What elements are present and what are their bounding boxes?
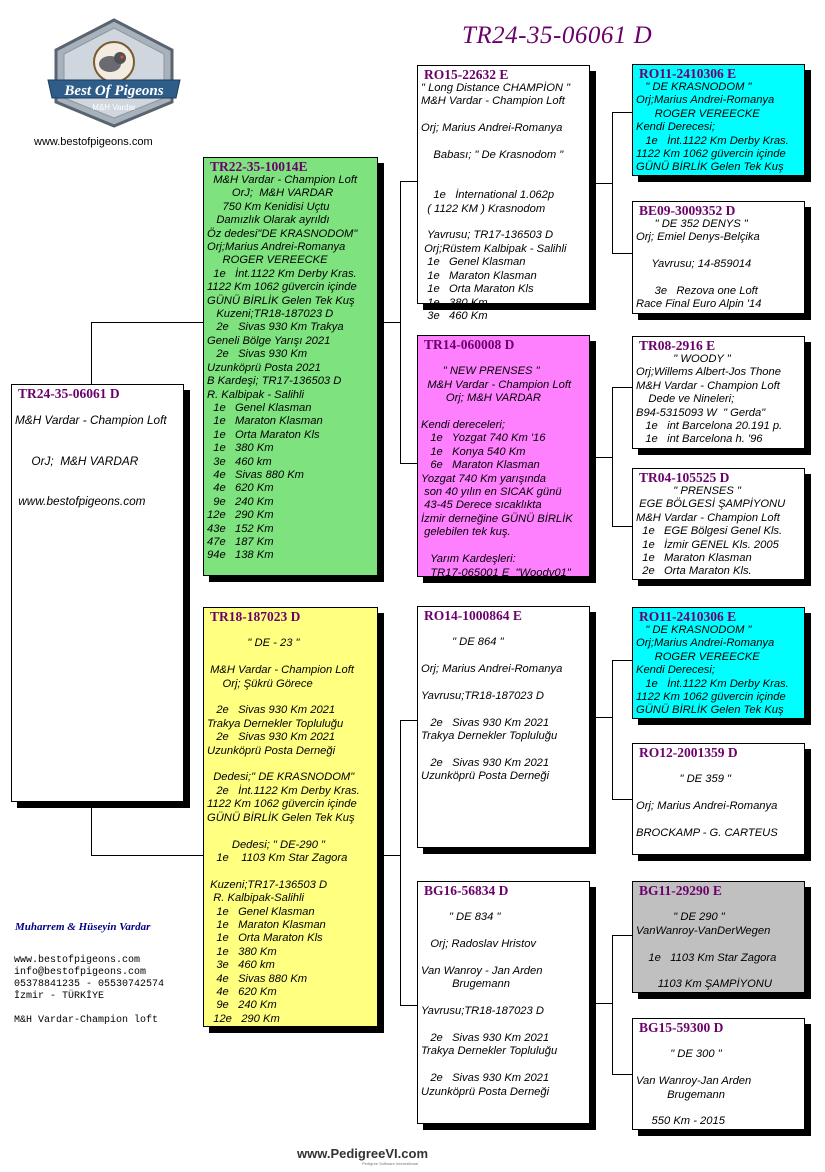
detail-line: Öz dedesi"DE KRASNODOM" bbox=[207, 227, 358, 240]
ddd-card bbox=[632, 1018, 805, 1130]
detail-line: R. Kalbipak-Salihli bbox=[207, 892, 305, 905]
detail-line bbox=[636, 965, 804, 978]
detail-line: 2e Sivas 930 Km Trakya bbox=[207, 321, 344, 334]
detail-line: 1e Yozgat 740 Km '16 bbox=[421, 432, 546, 445]
pedigree-title: TR24-35-06061 D bbox=[462, 22, 653, 49]
detail-line: " DE - 23 " bbox=[207, 637, 300, 650]
detail-line: 2e Sivas 930 Km 2021 bbox=[421, 1032, 550, 1045]
detail-line: M&H Vardar - Champion Loft bbox=[15, 413, 167, 428]
connector-ss-out bbox=[590, 183, 612, 184]
detail-line: 1e Maraton Klasman bbox=[636, 552, 752, 565]
detail-line: 2e Sivas 930 Km bbox=[207, 348, 308, 361]
detail-line: 1e Genel Klasman bbox=[207, 905, 315, 918]
detail-line: " DE 290 " bbox=[636, 911, 725, 924]
detail-line: 1122 Km 1062 güvercin içinde bbox=[207, 281, 357, 294]
detail-line: 750 Km Kenidisi Uçtu bbox=[207, 200, 330, 213]
detail-line: 1e Orta Maraton Kls bbox=[207, 932, 323, 945]
detail-line: 2e Sivas 930 Km 2021 bbox=[421, 1072, 550, 1085]
connector-dd-to-ddd bbox=[612, 1074, 632, 1075]
detail-line bbox=[207, 651, 377, 664]
detail-line: GÜNÜ BİRLİK Gelen Tek Kuş bbox=[636, 704, 784, 717]
detail-line: Yavrusu; TR17-136503 D bbox=[421, 229, 554, 242]
detail-line: Uzunköprü Posta Derneği bbox=[207, 744, 336, 757]
detail-line: 550 Km - 2015 bbox=[636, 1115, 725, 1128]
detail-line: M&H Vardar - Champion Loft bbox=[207, 664, 354, 677]
detail-line: 1e Orta Maraton Kls bbox=[207, 428, 320, 441]
detail-line: " DE 352 DENYS " bbox=[636, 218, 748, 230]
detail-line: " PRENSES " bbox=[636, 485, 741, 497]
detail-line: Damızlık Olarak ayrıldı bbox=[207, 214, 330, 227]
detail-line bbox=[636, 245, 804, 258]
detail-line: Orj;Willems Albert-Jos Thone bbox=[636, 366, 781, 379]
detail-line: 1e EGE Bölgesi Genel Kls. bbox=[636, 525, 783, 538]
detail-line: 3e Rezova one Loft bbox=[636, 285, 758, 298]
detail-line: Babası; " De Krasnodom " bbox=[421, 149, 564, 162]
sdd-card bbox=[632, 468, 805, 580]
sire-ring: TR22-35-10014E bbox=[210, 159, 308, 174]
detail-line bbox=[421, 1059, 589, 1072]
dam-details bbox=[204, 624, 377, 1026]
detail-line bbox=[636, 787, 804, 800]
detail-line: ROGER VEREECKE bbox=[207, 254, 328, 267]
detail-line: 1122 Km 1062 güvercin içinde bbox=[636, 148, 786, 161]
detail-line: 1e Maraton Klasman bbox=[207, 918, 326, 931]
detail-line: Orj; Radoslav Hristov bbox=[421, 938, 537, 951]
detail-line: Uzunköprü Posta Derneği bbox=[421, 1085, 550, 1098]
sire-sire-details bbox=[418, 82, 589, 323]
ddd-details bbox=[633, 1035, 804, 1129]
detail-line: 2e İnt.1122 Km Derby Kras. bbox=[207, 784, 360, 797]
detail-line: M&H Vardar - Champion Loft bbox=[207, 174, 358, 186]
detail-line: " WOODY " bbox=[636, 353, 731, 365]
detail-line: 1e 1103 Km Star Zagora bbox=[207, 851, 348, 864]
sss-details bbox=[633, 81, 804, 175]
detail-line: M&H Vardar - Champion Loft bbox=[421, 378, 572, 391]
detail-line: M&H Vardar - Champion Loft bbox=[636, 379, 780, 392]
detail-line: www.bestofpigeons.com bbox=[14, 955, 141, 966]
owner-contact bbox=[14, 955, 164, 1027]
owner-name: Muharrem & Hüseyin Vardar bbox=[15, 921, 151, 933]
sire-details bbox=[204, 174, 377, 563]
detail-line: OrJ; M&H VARDAR bbox=[15, 453, 139, 468]
detail-line bbox=[421, 540, 589, 553]
detail-line: EGE BÖLGESİ ŞAMPİYONU bbox=[636, 498, 786, 511]
detail-line: Orj; M&H VARDAR bbox=[421, 392, 541, 405]
detail-line: " DE KRASNODOM " bbox=[636, 624, 752, 636]
detail-line: " NEW PRENSES " bbox=[421, 365, 540, 378]
detail-line: OrJ; M&H VARDAR bbox=[207, 187, 334, 200]
detail-line: Uzunköprü Posta Derneği bbox=[421, 770, 550, 783]
detail-line: 1e 380 Km bbox=[207, 442, 274, 455]
subject-details bbox=[12, 401, 183, 508]
connector-sire-to-sd bbox=[400, 463, 417, 464]
sss-card bbox=[632, 64, 805, 176]
detail-line: Orj;Marius Andrei-Romanya bbox=[636, 94, 775, 107]
detail-line: 9e 240 Km bbox=[207, 999, 277, 1012]
detail-line: 47e 187 Km bbox=[207, 535, 274, 548]
connector-dam-to-dd bbox=[400, 1005, 417, 1006]
detail-line bbox=[207, 624, 377, 637]
detail-line: M&H Vardar-Champion loft bbox=[14, 1015, 159, 1026]
detail-line: son 40 yılın en SICAK günü bbox=[421, 486, 562, 499]
dss-details bbox=[633, 624, 804, 718]
detail-line: Van Wanroy-Jan Arden bbox=[636, 1075, 752, 1088]
sire-dam-card bbox=[417, 335, 590, 577]
detail-line bbox=[421, 952, 589, 965]
detail-line: Van Wanroy - Jan Arden bbox=[421, 965, 543, 978]
sds-card bbox=[632, 336, 805, 449]
detail-line: Kuzeni;TR18-187023 D bbox=[207, 308, 334, 321]
detail-line: 4e Sivas 880 Km bbox=[207, 972, 308, 985]
detail-line: Yavrusu;TR18-187023 D bbox=[421, 1005, 544, 1018]
logo-subtitle-text: M&H Vardar bbox=[92, 103, 136, 112]
dds-ring: BG11-29290 E bbox=[639, 883, 722, 898]
detail-line bbox=[15, 428, 183, 441]
detail-line bbox=[421, 216, 589, 229]
sss-ring: RO11-2410306 E bbox=[639, 66, 737, 81]
connector-sire-to-ss bbox=[400, 181, 417, 182]
connector-sd-to-sdd bbox=[612, 526, 632, 527]
detail-line: 2e Sivas 930 Km 2021 bbox=[421, 716, 550, 729]
sire-dam-ring: TR14-060008 D bbox=[424, 337, 515, 352]
detail-line: 94e 138 Km bbox=[207, 549, 274, 562]
dam-sire-details bbox=[418, 623, 589, 784]
detail-line: " DE 359 " bbox=[636, 773, 731, 786]
sdd-details bbox=[633, 485, 804, 579]
dsd-card bbox=[632, 743, 805, 855]
detail-line: 43-45 Derece sıcaklıkta bbox=[421, 499, 542, 512]
connector-sd-out bbox=[590, 457, 612, 458]
detail-line: Dede ve Nineleri; bbox=[636, 393, 735, 406]
detail-line: 1e Genel Klasman bbox=[421, 256, 526, 269]
subject-card bbox=[11, 384, 184, 802]
detail-line: 9e 240 Km bbox=[207, 495, 274, 508]
detail-line: Uzunköprü Posta 2021 bbox=[207, 361, 321, 374]
dam-card bbox=[203, 607, 378, 1027]
detail-line bbox=[14, 1003, 164, 1015]
detail-line: 1e 380 Km bbox=[421, 296, 488, 309]
detail-line: 3e 460 km bbox=[207, 959, 275, 972]
detail-line: 1e İnt.1122 Km Derby Kras. bbox=[636, 677, 789, 690]
detail-line bbox=[421, 703, 589, 716]
detail-line: Trakya Dernekler Topluluğu bbox=[421, 1045, 558, 1058]
connector-sd-vertical bbox=[612, 387, 613, 527]
detail-line: gelebilen tek kuş. bbox=[421, 526, 511, 539]
detail-line: Orj; Marius Andrei-Romanya bbox=[421, 663, 563, 676]
connector-ds-to-dss bbox=[612, 660, 632, 661]
detail-line: 1e int Barcelona 20.191 p. bbox=[636, 420, 783, 433]
detail-line: R. Kalbipak - Salihli bbox=[207, 388, 305, 401]
detail-line: 2e Sivas 930 Km 2021 bbox=[207, 704, 336, 717]
detail-line: GÜNÜ BİRLİK Gelen Tek Kuş bbox=[636, 161, 784, 174]
detail-line: M&H Vardar - Champion Loft bbox=[421, 95, 565, 108]
connector-subject-to-dam bbox=[91, 855, 203, 856]
detail-line: ( 1122 KM ) Krasnodom bbox=[421, 202, 546, 215]
detail-line: " DE 834 " bbox=[421, 911, 501, 924]
detail-line: Dedesi; " DE-290 " bbox=[207, 838, 325, 851]
detail-line: VanWanroy-VanDerWegen bbox=[636, 924, 771, 937]
detail-line: 3e 460 Km bbox=[421, 309, 488, 322]
detail-line: Orj;Rüstem Kalbipak - Salihli bbox=[421, 242, 567, 255]
detail-line: Yozgat 740 Km yarışında bbox=[421, 472, 547, 485]
detail-line: " DE KRASNODOM " bbox=[636, 81, 752, 93]
ddd-ring: BG15-59300 D bbox=[639, 1020, 724, 1035]
detail-line: Kendi Derecesi; bbox=[636, 121, 715, 134]
detail-line: Orj; Marius Andrei-Romanya bbox=[421, 122, 563, 135]
detail-line: Orj;Marius Andrei-Romanya bbox=[207, 241, 346, 254]
detail-line: Trakya Dernekler Topluluğu bbox=[207, 717, 344, 730]
detail-line bbox=[421, 898, 589, 911]
dam-sire-card bbox=[417, 606, 590, 848]
dss-card bbox=[632, 607, 805, 719]
dam-dam-ring: BG16-56834 D bbox=[424, 883, 509, 898]
detail-line: 1e İnt.1122 Km Derby Kras. bbox=[636, 134, 789, 147]
dam-dam-details bbox=[418, 898, 589, 1099]
connector-sire-out bbox=[378, 322, 400, 323]
detail-line bbox=[207, 825, 377, 838]
detail-line: B94-5315093 W " Gerda" bbox=[636, 406, 766, 419]
ssd-card bbox=[632, 201, 805, 314]
detail-line bbox=[421, 623, 589, 636]
detail-line: 1e Orta Maraton Kls bbox=[421, 283, 534, 296]
connector-subject-to-sire bbox=[91, 322, 203, 323]
detail-line: Yavrusu; 14-859014 bbox=[636, 258, 752, 271]
detail-line bbox=[421, 677, 589, 690]
detail-line bbox=[15, 468, 183, 481]
dsd-ring: RO12-2001359 D bbox=[639, 745, 738, 760]
sire-card bbox=[203, 157, 378, 576]
detail-line: 1e 1103 Km Star Zagora bbox=[636, 951, 777, 964]
sdd-ring: TR04-105525 D bbox=[639, 470, 730, 485]
detail-line: Orj;Marius Andrei-Romanya bbox=[636, 637, 775, 650]
subject-ring: TR24-35-06061 D bbox=[18, 386, 120, 401]
ssd-details bbox=[633, 218, 804, 312]
detail-line: BROCKAMP - G. CARTEUS bbox=[636, 827, 778, 840]
connector-ss-vertical bbox=[612, 112, 613, 254]
detail-line bbox=[636, 898, 804, 911]
pedigreevi-logo bbox=[297, 1146, 428, 1161]
connector-dd-to-dds bbox=[612, 935, 632, 936]
sire-sire-card bbox=[417, 65, 590, 322]
detail-line: 1e İzmir GENEL Kls. 2005 bbox=[636, 538, 779, 551]
dam-ring: TR18-187023 D bbox=[210, 609, 301, 624]
sds-details bbox=[633, 353, 804, 447]
detail-line: Kendi dereceleri; bbox=[421, 419, 505, 432]
detail-line: Yarım Kardeşleri: bbox=[421, 553, 516, 566]
connector-ds-out bbox=[590, 717, 612, 718]
detail-line: Kendi Derecesi; bbox=[636, 664, 715, 677]
detail-line bbox=[421, 136, 589, 149]
detail-line bbox=[207, 691, 377, 704]
logo-url[interactable]: www.bestofpigeons.com bbox=[34, 136, 153, 148]
detail-line bbox=[421, 406, 589, 419]
detail-line: ROGER VEREECKE bbox=[636, 650, 760, 663]
detail-line: 1e 380 Km bbox=[207, 945, 277, 958]
detail-line: 1e Konya 540 Km bbox=[421, 445, 526, 458]
detail-line bbox=[421, 650, 589, 663]
detail-line bbox=[207, 758, 377, 771]
detail-line bbox=[421, 109, 589, 122]
detail-line: Orj; Şükrü Görece bbox=[207, 677, 313, 690]
detail-line bbox=[421, 1019, 589, 1032]
connector-sd-to-sds bbox=[612, 387, 632, 388]
detail-line: 6e Maraton Klasman bbox=[421, 459, 540, 472]
pedigreevi-brand: www.PedigreeVI.com bbox=[297, 1146, 429, 1161]
detail-line: 1122 Km 1062 güvercin içinde bbox=[636, 691, 786, 704]
detail-line bbox=[15, 481, 183, 494]
detail-line bbox=[15, 401, 183, 414]
sire-dam-details bbox=[418, 352, 589, 580]
detail-line: 4e 620 Km bbox=[207, 482, 274, 495]
detail-line bbox=[636, 1062, 804, 1075]
sire-sire-ring: RO15-22632 E bbox=[424, 67, 509, 82]
detail-line: www.bestofpigeons.com bbox=[15, 493, 146, 508]
detail-line: 12e 290 Km bbox=[207, 509, 274, 522]
detail-line bbox=[421, 992, 589, 1005]
detail-line: 1e Genel Klasman bbox=[207, 401, 312, 414]
detail-line: 4e 620 Km bbox=[207, 985, 277, 998]
detail-line: 3e 460 km bbox=[207, 455, 272, 468]
detail-line: TR17-065001 E "Woody01" bbox=[421, 566, 571, 579]
detail-line: Orj; Emiel Denys-Belçika bbox=[636, 231, 760, 244]
detail-line: B Kardeşi; TR17-136503 D bbox=[207, 375, 342, 388]
detail-line bbox=[421, 744, 589, 757]
detail-line: 1e int Barcelona h. '96 bbox=[636, 433, 763, 446]
detail-line: İzmir derneğine GÜNÜ BİRLİK bbox=[421, 512, 573, 525]
detail-line: Trakya Dernekler Topluluğu bbox=[421, 730, 558, 743]
connector-ss-to-sss bbox=[612, 112, 632, 113]
detail-line: 1e Maraton Klasman bbox=[207, 415, 323, 428]
detail-line: Brugemann bbox=[421, 978, 510, 991]
detail-line: Geneli Bölge Yarışı 2021 bbox=[207, 334, 331, 347]
detail-line bbox=[421, 162, 589, 175]
connector-dam-out bbox=[378, 855, 400, 856]
detail-line bbox=[636, 1102, 804, 1115]
detail-line: 2e Sivas 930 Km 2021 bbox=[421, 757, 550, 770]
best-of-pigeons-logo bbox=[44, 18, 184, 128]
detail-line bbox=[636, 938, 804, 951]
detail-line bbox=[15, 441, 183, 454]
detail-line: 1103 Km ŞAMPİYONU bbox=[636, 978, 772, 991]
detail-line: " Long Distance CHAMPİON " bbox=[421, 82, 571, 94]
connector-ds-to-dsd bbox=[612, 799, 632, 800]
detail-line: 1e İnt.1122 Km Derby Kras. bbox=[207, 267, 357, 280]
detail-line bbox=[421, 352, 589, 365]
connector-ss-to-ssd bbox=[612, 253, 632, 254]
detail-line bbox=[636, 814, 804, 827]
detail-line: Race Final Euro Alpin '14 bbox=[636, 298, 762, 311]
detail-line: Brugemann bbox=[636, 1088, 725, 1101]
detail-line: İzmir - TÜRKİYE bbox=[14, 991, 105, 1002]
detail-line: ROGER VEREECKE bbox=[636, 107, 760, 120]
connector-dd-vertical bbox=[612, 935, 613, 1075]
detail-line: Yavrusu;TR18-187023 D bbox=[421, 690, 544, 703]
detail-line bbox=[636, 760, 804, 773]
detail-line: 05378841235 - 05530742574 bbox=[14, 979, 165, 990]
detail-line: 43e 152 Km bbox=[207, 522, 274, 535]
detail-line: " DE 300 " bbox=[636, 1048, 722, 1061]
detail-line: GÜNÜ BİRLİK Gelen Tek Kuş bbox=[207, 294, 355, 307]
detail-line: 1e Maraton Klasman bbox=[421, 269, 537, 282]
detail-line: 2e Orta Maraton Kls. bbox=[636, 565, 752, 578]
dsd-details bbox=[633, 760, 804, 840]
detail-line: Kuzeni;TR17-136503 D bbox=[207, 878, 328, 891]
detail-line: GÜNÜ BİRLİK Gelen Tek Kuş bbox=[207, 811, 355, 824]
dss-ring: RO11-2410306 E bbox=[639, 609, 737, 624]
detail-line: M&H Vardar - Champion Loft bbox=[636, 511, 780, 524]
logo-title-text: Best Of Pigeons bbox=[64, 83, 164, 99]
detail-line: 4e Sivas 880 Km bbox=[207, 468, 305, 481]
detail-line: info@bestofpigeons.com bbox=[14, 967, 147, 978]
dds-details bbox=[633, 898, 804, 992]
connector-sire-vertical bbox=[400, 181, 401, 464]
connector-ds-vertical bbox=[612, 660, 613, 800]
connector-dam-to-ds bbox=[400, 720, 417, 721]
connector-dam-vertical bbox=[400, 720, 401, 1006]
dam-sire-ring: RO14-1000864 E bbox=[424, 608, 522, 623]
pedigreevi-tagline: Pedigree Software International bbox=[362, 1161, 419, 1166]
ssd-ring: BE09-3009352 D bbox=[639, 203, 736, 218]
detail-line: Orj; Marius Andrei-Romanya bbox=[636, 800, 778, 813]
dam-dam-card bbox=[417, 881, 590, 1124]
detail-line bbox=[421, 925, 589, 938]
detail-line: 12e 290 Km bbox=[207, 1012, 280, 1025]
detail-line: " DE 864 " bbox=[421, 636, 504, 649]
sds-ring: TR08-2916 E bbox=[639, 338, 716, 353]
detail-line bbox=[421, 176, 589, 189]
connector-dd-out bbox=[590, 1003, 612, 1004]
dds-card bbox=[632, 881, 805, 993]
detail-line: 1e İnternational 1.062p bbox=[421, 189, 555, 202]
detail-line bbox=[636, 272, 804, 285]
detail-line: Dedesi;" DE KRASNODOM" bbox=[207, 771, 355, 784]
detail-line bbox=[636, 1035, 804, 1048]
detail-line bbox=[207, 865, 377, 878]
detail-line: 1122 Km 1062 güvercin içinde bbox=[207, 798, 357, 811]
detail-line: 2e Sivas 930 Km 2021 bbox=[207, 731, 336, 744]
